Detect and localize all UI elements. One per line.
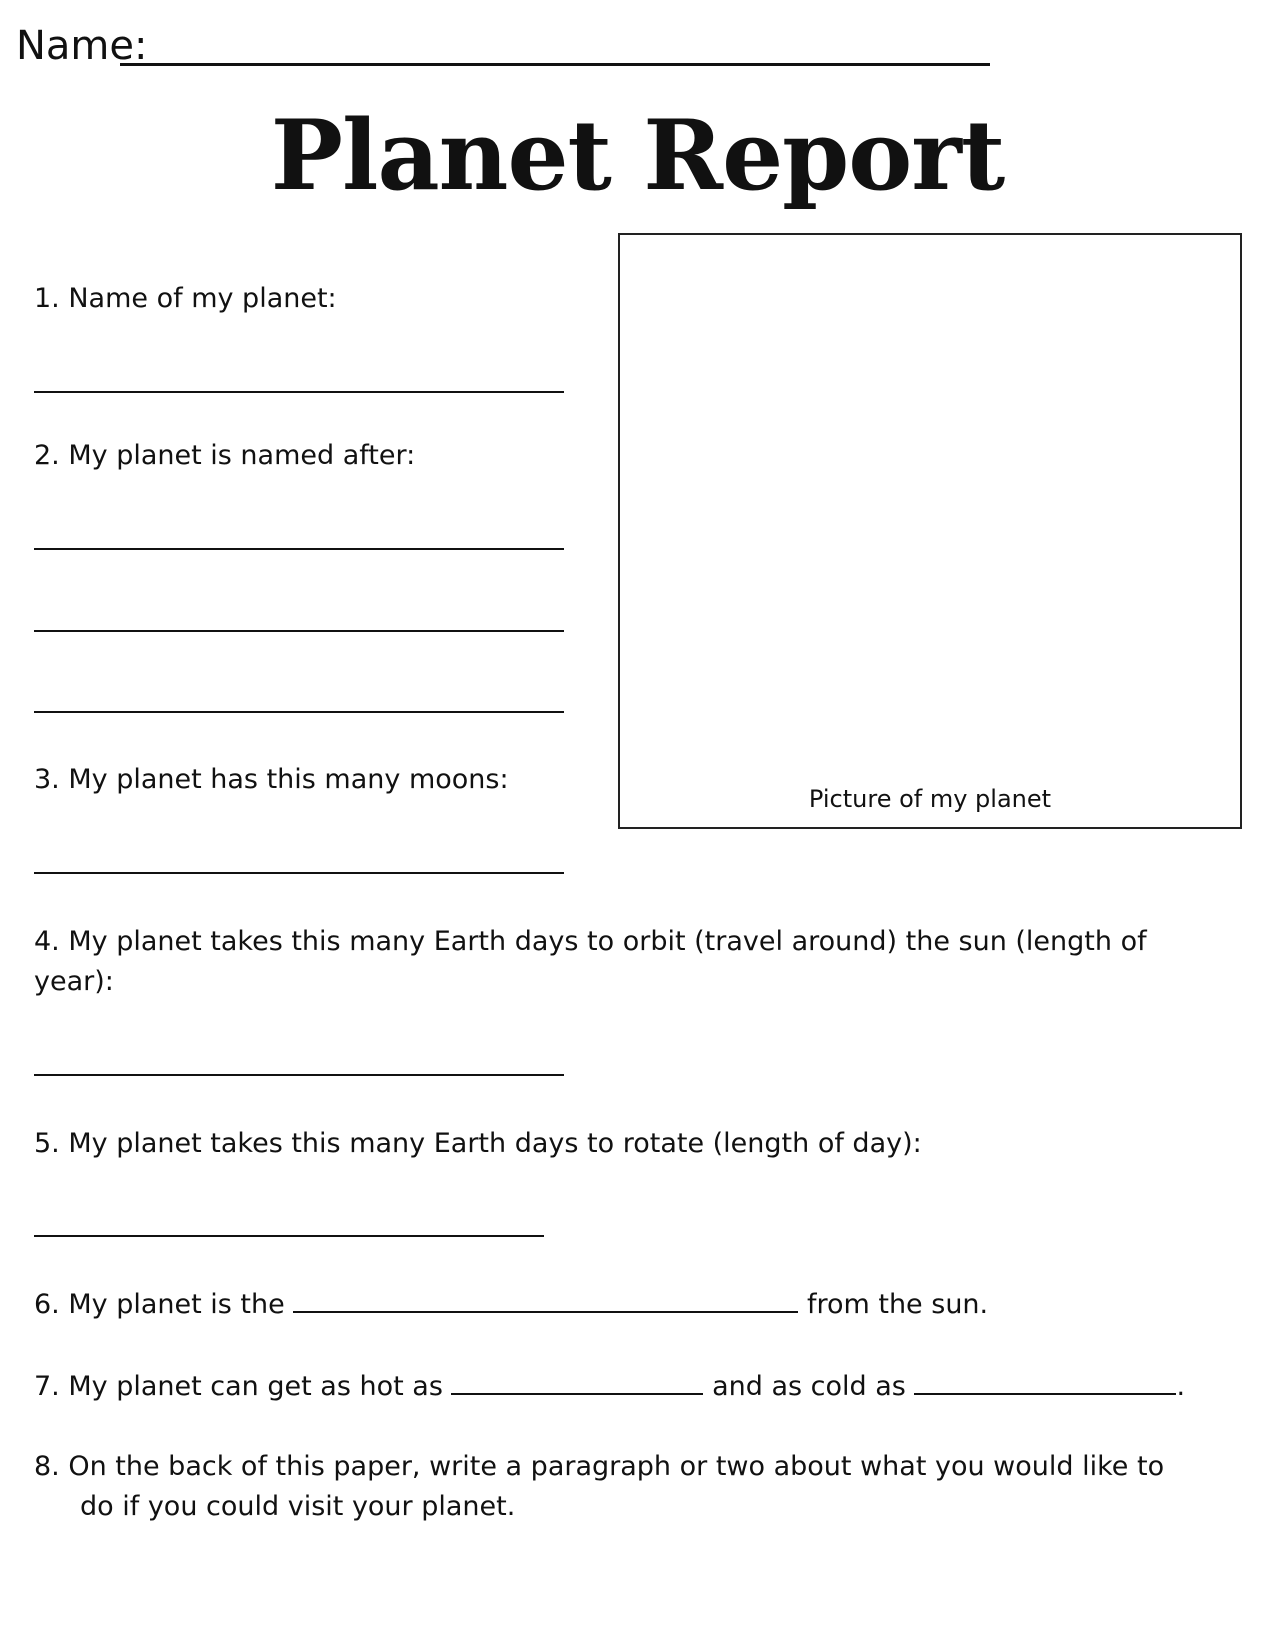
page-title: Planet Report bbox=[270, 99, 1005, 212]
question-6-suffix: from the sun. bbox=[806, 1289, 989, 1320]
answer-line-2a[interactable] bbox=[34, 548, 564, 550]
answer-line-4[interactable] bbox=[34, 1074, 564, 1076]
answer-line-2b[interactable] bbox=[34, 630, 564, 632]
answer-line-5[interactable] bbox=[34, 1235, 544, 1237]
question-6-row bbox=[34, 1285, 988, 1325]
question-1-label: 1. Name of my planet: bbox=[34, 283, 337, 314]
answer-line-2c[interactable] bbox=[34, 711, 564, 713]
question-2-label: 2. My planet is named after: bbox=[34, 440, 416, 471]
question-7-label: 7. My planet can get as hot as bbox=[34, 1371, 443, 1402]
answer-line-1[interactable] bbox=[34, 391, 564, 393]
question-8-label-line2: do if you could visit your planet. bbox=[80, 1491, 516, 1522]
answer-line-3[interactable] bbox=[34, 872, 564, 874]
question-7-middle: and as cold as bbox=[712, 1371, 906, 1402]
answer-blank-7-cold[interactable] bbox=[914, 1371, 1176, 1395]
question-7-row bbox=[34, 1367, 1185, 1407]
question-4-label-line1: 4. My planet takes this many Earth days to orbit (travel around) the sun (length of bbox=[34, 926, 1147, 957]
picture-caption: Picture of my planet bbox=[808, 785, 1052, 813]
question-8-label-line1: 8. On the back of this paper, write a paragraph or two about what you would like to bbox=[34, 1451, 1165, 1482]
answer-blank-6[interactable] bbox=[293, 1289, 798, 1313]
question-3-label: 3. My planet has this many moons: bbox=[34, 764, 509, 795]
question-6-label: 6. My planet is the bbox=[34, 1289, 285, 1320]
question-4-label-line2: year): bbox=[34, 966, 114, 997]
planet-picture-box[interactable] bbox=[618, 233, 1242, 829]
name-field-line[interactable] bbox=[120, 63, 990, 66]
question-7-end: . bbox=[1176, 1371, 1186, 1402]
name-label: Name: bbox=[16, 23, 148, 69]
question-5-label: 5. My planet takes this many Earth days to rotate (length of day): bbox=[34, 1128, 922, 1159]
answer-blank-7-hot[interactable] bbox=[451, 1371, 703, 1395]
